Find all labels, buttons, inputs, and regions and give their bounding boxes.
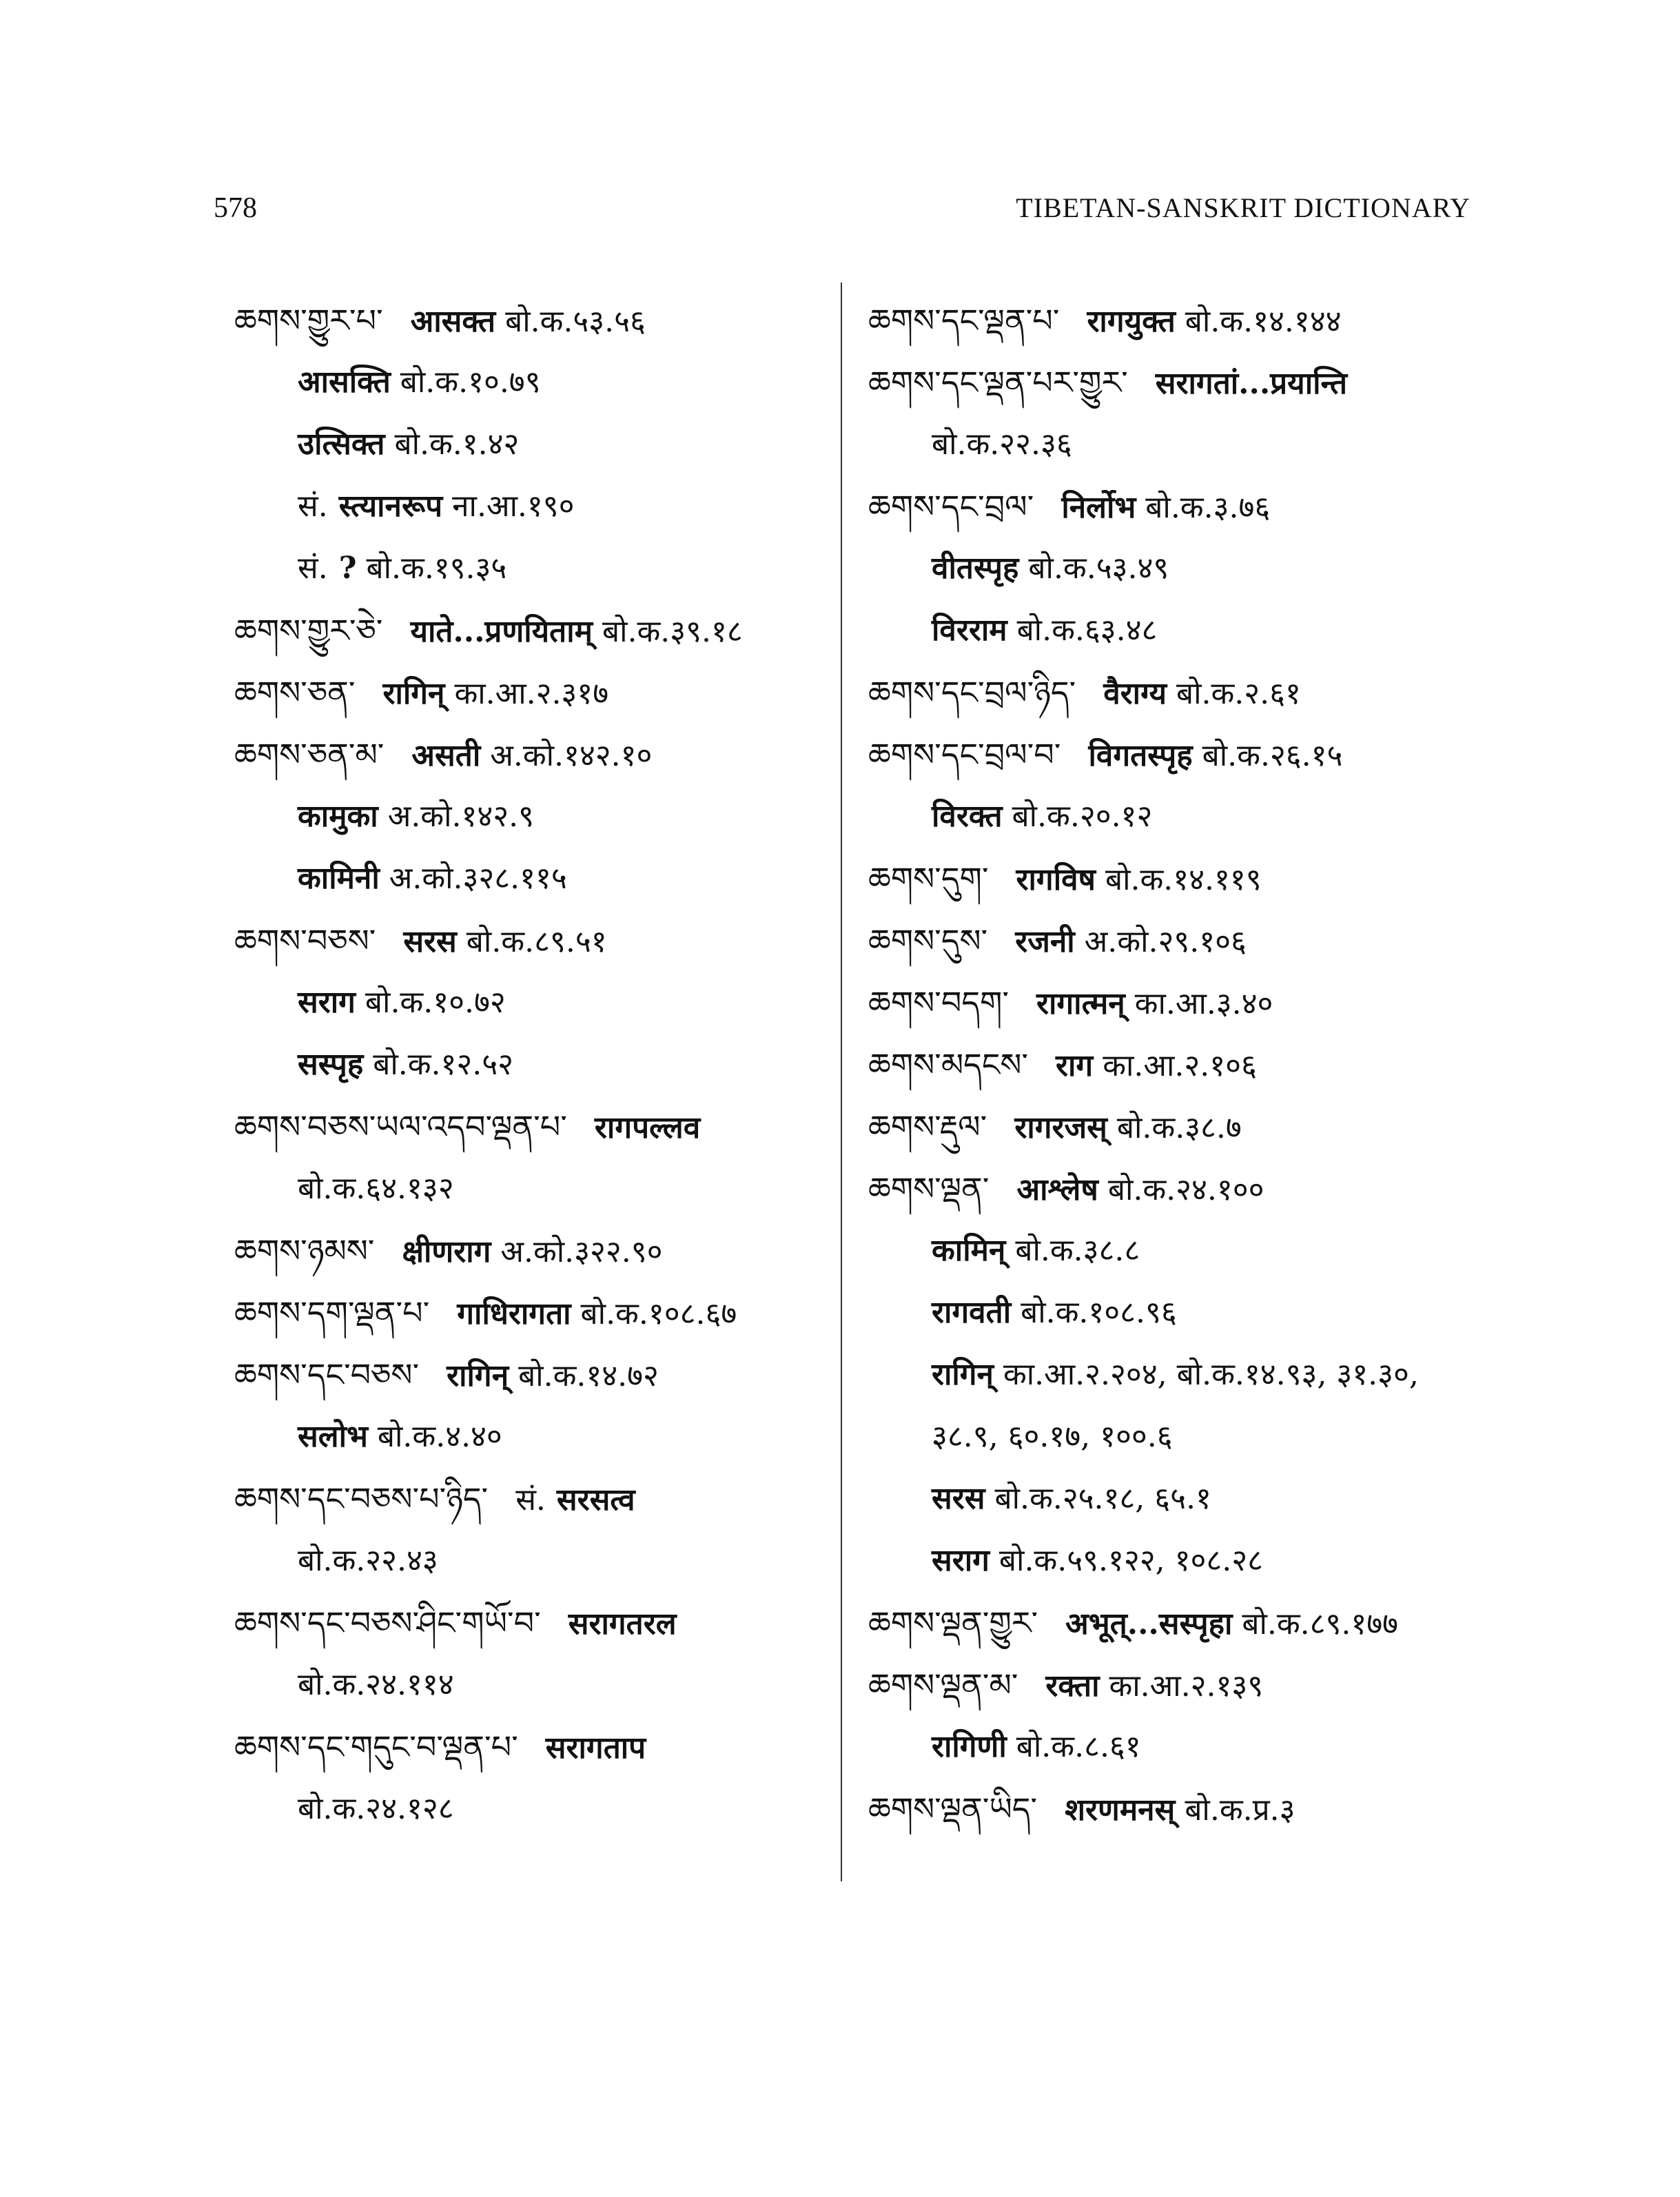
- sanskrit-equivalent: कामुका: [298, 799, 378, 834]
- source-reference: बो.क.६४.१३२: [298, 1171, 454, 1206]
- dictionary-entry: [868, 972, 1488, 1034]
- sanskrit-equivalent: सराग: [298, 985, 356, 1020]
- tibetan-headword: ཆགས་དང་ལྡན་པར་གྱུར་: [868, 364, 1128, 401]
- tibetan-headword: ཆགས་གྱུར་པ་: [234, 302, 383, 339]
- dictionary-entry: [234, 1282, 841, 1344]
- source-reference: बो.क.३.७६: [1145, 490, 1271, 525]
- sanskrit-equivalent: कामिन्: [932, 1233, 1006, 1268]
- sanskrit-equivalent: सराग: [932, 1543, 990, 1578]
- tibetan-headword: ཆགས་དང་བྲལ་ཉིད་: [868, 674, 1076, 711]
- sanskrit-equivalent: गाधिरागता: [457, 1296, 571, 1331]
- tibetan-headword: ཆགས་དང་བྲལ་བ་: [868, 736, 1061, 773]
- sanskrit-equivalent: आसक्ति: [298, 365, 391, 400]
- sanskrit-equivalent: रागिणी: [932, 1729, 1007, 1764]
- source-reference: बो.क.२४.१२८: [298, 1791, 454, 1826]
- tibetan-headword: ཆགས་བཅས་ཡལ་འདབ་ལྡན་པ་: [234, 1108, 567, 1145]
- sanskrit-equivalent: कामिनी: [298, 861, 380, 896]
- sanskrit-equivalent: क्षीणराग: [402, 1234, 491, 1269]
- source-reference: बो.क.१४.११९: [1105, 862, 1262, 897]
- dictionary-entry: [868, 1592, 1488, 1654]
- sanskrit-marker: सं.: [515, 1482, 546, 1518]
- source-reference: का.आ.२.२०४, बो.क.१४.९३, ३१.३०,: [1003, 1357, 1419, 1392]
- source-reference: बो.क.३८.८: [1015, 1233, 1140, 1268]
- entry-sense: [234, 351, 841, 413]
- tibetan-headword: ཆགས་ལྡན་ཡིད་: [868, 1790, 1038, 1828]
- sanskrit-equivalent: रक्ता: [1045, 1668, 1100, 1704]
- entry-sense: [868, 1344, 1488, 1406]
- source-reference: अ.को.३२८.११५: [389, 861, 567, 896]
- source-reference: बो.क.२६.१५: [1202, 738, 1343, 773]
- source-reference: ३८.९, ६०.१७, १००.६: [932, 1419, 1173, 1454]
- source-reference: बो.क.५९.१२२, १०८.२८: [998, 1543, 1263, 1578]
- sanskrit-equivalent: ?: [338, 551, 357, 586]
- tibetan-headword: ཆགས་དང་བཅས་: [234, 1356, 420, 1393]
- source-reference: बो.क.३९.१८: [602, 614, 743, 649]
- source-reference: बो.क.१९.३५: [366, 551, 507, 586]
- dictionary-entry: [868, 351, 1488, 413]
- sanskrit-equivalent: उत्सिक्त: [298, 427, 385, 462]
- dictionary-entry: [868, 476, 1488, 538]
- sanskrit-equivalent: रजनी: [1015, 924, 1075, 959]
- tibetan-headword: ཆགས་བཅས་: [234, 922, 376, 959]
- entry-sense: [868, 786, 1488, 848]
- source-reference: बो.क.८९.५१: [466, 924, 607, 959]
- tibetan-headword: ཆགས་དང་བཅས་ཤིང་གཡོ་བ་: [234, 1604, 541, 1642]
- sanskrit-equivalent: रागिन्: [382, 676, 445, 711]
- tibetan-headword: ཆགས་བདག་: [868, 984, 1010, 1021]
- sanskrit-equivalent: रागात्मन्: [1036, 986, 1125, 1021]
- dictionary-entry: [234, 1344, 841, 1406]
- source-reference: बो.क.२२.४३: [298, 1543, 438, 1578]
- source-reference: बो.क.१०.७२: [365, 985, 506, 1020]
- tibetan-headword: ཆགས་དང་ལྡན་པ་: [868, 302, 1060, 339]
- tibetan-headword: ཆགས་དང་གདུང་བ་ལྡན་པ་: [234, 1728, 518, 1766]
- entry-sense: [868, 1716, 1488, 1778]
- sanskrit-equivalent: वैराग्य: [1103, 676, 1167, 711]
- right-column: [868, 289, 1488, 1840]
- entry-sense: [234, 1530, 841, 1592]
- dictionary-entry: [234, 1592, 841, 1654]
- sanskrit-marker: सं.: [298, 489, 328, 524]
- entry-sense: [868, 1282, 1488, 1344]
- sanskrit-equivalent: शरणमनस्: [1065, 1792, 1176, 1828]
- source-reference: का.आ.३.४०: [1134, 986, 1273, 1021]
- dictionary-entry: [234, 1716, 841, 1778]
- dictionary-entry: [234, 1468, 841, 1530]
- dictionary-entry: [234, 1220, 841, 1282]
- sanskrit-equivalent: विरक्त: [932, 799, 1003, 834]
- entry-sense: [234, 1654, 841, 1716]
- dictionary-entry: [868, 1654, 1488, 1716]
- entry-sense: [868, 1468, 1488, 1530]
- dictionary-entry: [868, 1096, 1488, 1158]
- sanskrit-equivalent: वीतस्पृह: [932, 551, 1019, 586]
- source-reference: बो.क.१०८.६७: [580, 1296, 737, 1331]
- entry-sense: [234, 413, 841, 476]
- source-reference: बो.क.१४.७२: [518, 1358, 659, 1393]
- sanskrit-equivalent: याते...प्रणयिताम्: [410, 614, 593, 649]
- sanskrit-equivalent: सरस: [403, 924, 457, 959]
- sanskrit-equivalent: सरस: [932, 1481, 985, 1516]
- source-reference: बो.क.३८.७: [1116, 1110, 1242, 1145]
- tibetan-headword: ཆགས་རྡུལ་: [868, 1108, 987, 1145]
- sanskrit-equivalent: निर्लोभ: [1061, 490, 1136, 525]
- sanskrit-equivalent: रागरजस्: [1014, 1110, 1107, 1145]
- sanskrit-equivalent: सलोभ: [298, 1419, 368, 1454]
- sanskrit-equivalent: रागवती: [932, 1295, 1012, 1330]
- running-title: TIBETAN-SANSKRIT DICTIONARY: [1016, 192, 1471, 223]
- source-reference: बो.क.६३.४८: [1016, 613, 1158, 648]
- source-reference: बो.क.८९.१७७: [1242, 1606, 1399, 1642]
- sanskrit-equivalent: सरागतां...प्रयान्ति: [1155, 366, 1348, 401]
- sanskrit-equivalent: राग: [1056, 1048, 1094, 1083]
- entry-sense: [868, 1406, 1488, 1468]
- entry-sense: [234, 476, 841, 538]
- sanskrit-equivalent: रागिन्: [447, 1358, 509, 1393]
- entry-sense: [868, 538, 1488, 600]
- dictionary-entry: [234, 662, 841, 724]
- source-reference: का.आ.२.१०६: [1103, 1048, 1257, 1083]
- source-reference: बो.क.१२.५२: [373, 1047, 514, 1082]
- dictionary-entry: [234, 724, 841, 786]
- source-reference: अ.को.१४२.९: [387, 799, 534, 834]
- entry-sense: [234, 786, 841, 848]
- source-reference: बो.क.१.४२: [394, 427, 520, 462]
- sanskrit-equivalent: रागयुक्त: [1087, 304, 1176, 339]
- tibetan-headword: ཆགས་ལྡན་མ་: [868, 1666, 1018, 1704]
- entry-sense: [234, 1158, 841, 1220]
- sanskrit-equivalent: विरराम: [932, 613, 1007, 648]
- entry-sense: [234, 1034, 841, 1096]
- source-reference: बो.क.२.६१: [1176, 676, 1301, 711]
- source-reference: का.आ.२.३१७: [454, 676, 609, 711]
- sanskrit-equivalent: अभूत्...सस्पृहा: [1065, 1606, 1233, 1642]
- entry-sense: [234, 1778, 841, 1840]
- source-reference: बो.क.५३.४९: [1028, 551, 1169, 586]
- tibetan-headword: ཆགས་མདངས་: [868, 1046, 1029, 1083]
- source-reference: बो.क.१४.१४४: [1185, 304, 1342, 339]
- entry-sense: [234, 848, 841, 910]
- dictionary-entry: [868, 1778, 1488, 1840]
- entry-sense: [868, 1530, 1488, 1592]
- tibetan-headword: ཆགས་དང་བཅས་པ་ཉིད་: [234, 1480, 489, 1518]
- tibetan-headword: ཆགས་དག་ལྡན་པ་: [234, 1294, 430, 1331]
- source-reference: बो.क.४.४०: [377, 1419, 502, 1454]
- source-reference: बो.क.२४.११४: [298, 1667, 454, 1702]
- dictionary-entry: [868, 662, 1488, 724]
- tibetan-headword: ཆགས་ལྡན་གྱུར་: [868, 1604, 1038, 1642]
- sanskrit-equivalent: सरागताप: [545, 1730, 646, 1766]
- tibetan-headword: ཆགས་དུག་: [868, 860, 989, 897]
- source-reference: अ.को.२९.१०६: [1084, 924, 1247, 959]
- sanskrit-equivalent: असती: [411, 738, 481, 773]
- dictionary-entry: [234, 600, 841, 662]
- entry-sense: [868, 1220, 1488, 1282]
- sanskrit-equivalent: सरसत्व: [556, 1482, 635, 1518]
- tibetan-headword: ཆགས་ལྡན་: [868, 1170, 990, 1207]
- dictionary-entry: [868, 910, 1488, 972]
- source-reference: बो.क.२०.१२: [1012, 799, 1153, 834]
- sanskrit-equivalent: रागपल्लव: [594, 1110, 701, 1145]
- source-reference: बो.क.१०८.९६: [1021, 1295, 1177, 1330]
- source-reference: का.आ.२.१३९: [1109, 1668, 1264, 1704]
- page-number: 578: [214, 192, 257, 224]
- dictionary-entry: [234, 1096, 841, 1158]
- entry-sense: [234, 538, 841, 600]
- source-reference: अ.को.३२२.९०: [500, 1234, 663, 1269]
- entry-sense: [868, 413, 1488, 476]
- tibetan-headword: ཆགས་དུས་: [868, 922, 988, 959]
- sanskrit-equivalent: आश्लेष: [1016, 1172, 1098, 1207]
- left-column: [234, 289, 841, 1840]
- source-reference: बो.क.८.६१: [1016, 1729, 1141, 1764]
- sanskrit-equivalent: सरागतरल: [568, 1606, 677, 1642]
- dictionary-entry: [868, 289, 1488, 351]
- source-reference: बो.क.प्र.३: [1185, 1792, 1295, 1828]
- sanskrit-equivalent: आसक्त: [410, 304, 496, 339]
- entry-sense: [868, 600, 1488, 662]
- sanskrit-equivalent: विगतस्पृह: [1088, 738, 1193, 773]
- source-reference: बो.क.२५.१८, ६५.१: [994, 1481, 1211, 1516]
- sanskrit-equivalent: रागिन्: [932, 1357, 994, 1392]
- tibetan-headword: ཆགས་གྱུར་ཅེ་: [234, 612, 383, 649]
- entry-sense: [234, 972, 841, 1034]
- source-reference: बो.क.२२.३६: [932, 427, 1072, 462]
- sanskrit-equivalent: रागविष: [1016, 862, 1096, 897]
- source-reference: बो.क.५३.५६: [505, 304, 646, 339]
- sanskrit-equivalent: सस्पृह: [298, 1047, 364, 1082]
- column-divider: [841, 283, 842, 1881]
- tibetan-headword: ཆགས་ཉམས་: [234, 1232, 375, 1269]
- source-reference: ना.आ.१९०: [452, 489, 575, 524]
- dictionary-entry: [868, 724, 1488, 786]
- tibetan-headword: ཆགས་དང་བྲལ་: [868, 488, 1034, 525]
- entry-sense: [234, 1406, 841, 1468]
- tibetan-headword: ཆགས་ཅན་མ་: [234, 736, 385, 773]
- source-reference: अ.को.१४२.१०: [490, 738, 653, 773]
- source-reference: बो.क.१०.७९: [400, 365, 541, 400]
- sanskrit-marker: सं.: [298, 551, 328, 586]
- tibetan-headword: ཆགས་ཅན་: [234, 674, 356, 711]
- dictionary-entry: [234, 910, 841, 972]
- dictionary-entry: [868, 848, 1488, 910]
- source-reference: बो.क.२४.१००: [1107, 1172, 1264, 1207]
- dictionary-entry: [868, 1158, 1488, 1220]
- dictionary-entry: [234, 289, 841, 351]
- dictionary-entry: [868, 1034, 1488, 1096]
- sanskrit-equivalent: स्त्यानरूप: [338, 489, 443, 524]
